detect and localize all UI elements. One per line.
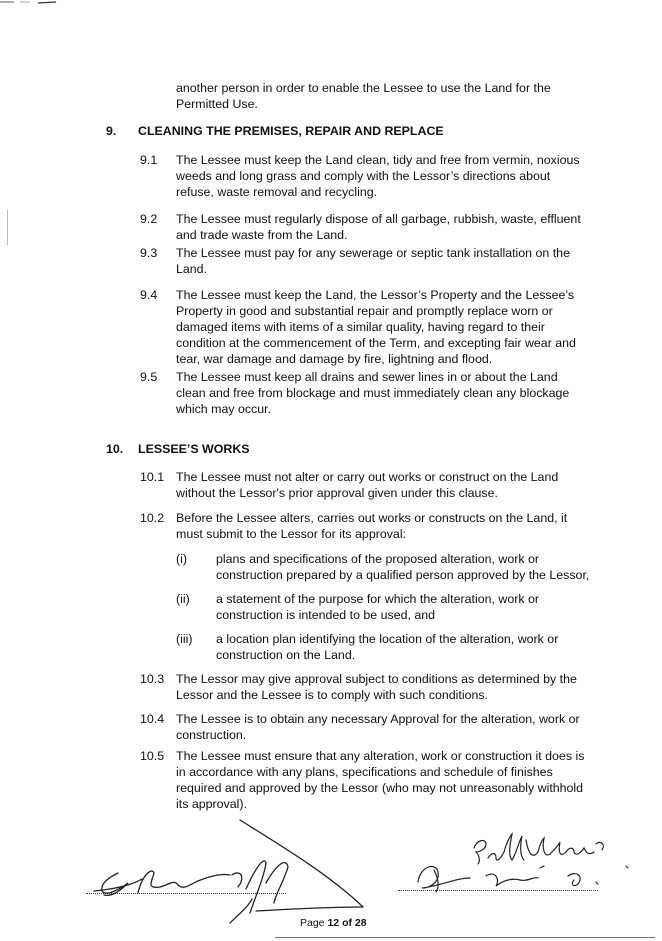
clause-text: Before the Lessee alters, carries out works or constructs on the Land, it must submit to the Lessor for its approval:: [176, 511, 568, 541]
clause-text: The Lessee must regularly dispose of all garbage, rubbish, waste, effluent and trade waste from the Land.: [176, 212, 581, 242]
clause-number: 10.2: [140, 511, 165, 525]
page-total: 28: [354, 917, 367, 929]
scan-artifact-top: [0, 0, 60, 10]
subclause-text: a location plan identifying the location of the alteration, work or construction on the Land.: [216, 632, 559, 662]
continuation-paragraph: another person in order to enable the Lessee to use the Land for the Permitted Use.: [176, 81, 551, 111]
clause-number: 9.1: [140, 153, 158, 167]
clause-text: The Lessee must not alter or carry out works or construct on the Land without the Lessor's prior approval given under this clause.: [176, 470, 559, 500]
lessor-signature: [80, 815, 380, 925]
subclause-text: plans and specifications of the proposed alteration, work or construction prepared by a qualified person approved by the Lessor,: [216, 552, 590, 582]
clause-number: 10.5: [140, 749, 165, 763]
clause-number: 10.3: [140, 672, 165, 686]
page-label: Page: [300, 917, 328, 929]
section-number: 9.: [106, 124, 117, 138]
clause-text: The Lessee must keep the Land, the Lessor’s Property and the Lessee’s Property in good and substantial repair and promptly replace worn or damaged items with items of a similar quality, having regard to their condition at the commencement of the Term, and excepting fair wear and tear, war damage and damage by fire, lightning and flood.: [176, 288, 576, 366]
clause-number: 9.5: [140, 370, 158, 384]
page-current: 12: [327, 917, 340, 929]
clause-text: The Lessee must pay for any sewerage or septic tank installation on the Land.: [176, 246, 570, 276]
clause-number: 9.3: [140, 246, 158, 260]
subclause-number: (ii): [176, 592, 190, 606]
section-number: 10.: [106, 442, 124, 456]
clause-number: 10.1: [140, 470, 165, 484]
lessee-signature: [400, 830, 640, 900]
scan-margin-mark: [7, 210, 8, 245]
clause-text: The Lessee must ensure that any alteration, work or construction it does is in accordance with any plans, specifications and schedule of finishes required and approved by the Lessor (who may not unreasonably withhold its approval).: [176, 749, 585, 811]
bottom-rule: [275, 937, 655, 938]
clause-text: The Lessor may give approval subject to conditions as determined by the Lessor and the Lessee is to comply with such conditions.: [176, 672, 577, 702]
page-footer: [300, 915, 367, 931]
subclause-number: (i): [176, 552, 188, 566]
clause-number: 9.4: [140, 288, 158, 302]
page-of: of: [342, 917, 352, 929]
clause-text: The Lessee must keep the Land clean, tidy and free from vermin, noxious weeds and long grass and comply with the Lessor’s directions about refuse, waste removal and recycling.: [176, 153, 580, 199]
subclause-number: (iii): [176, 632, 193, 646]
clause-text: The Lessee must keep all drains and sewer lines in or about the Land clean and free from blockage and must immediately clean any blockage which may occur.: [176, 370, 570, 416]
section-title: CLEANING THE PREMISES, REPAIR AND REPLACE: [138, 124, 444, 138]
clause-number: 9.2: [140, 212, 158, 226]
section-title: LESSEE’S WORKS: [138, 442, 250, 456]
subclause-text: a statement of the purpose for which the alteration, work or construction is intended to be used, and: [216, 592, 540, 622]
clause-text: The Lessee is to obtain any necessary Approval for the alteration, work or construction.: [176, 712, 580, 742]
clause-number: 10.4: [140, 712, 165, 726]
